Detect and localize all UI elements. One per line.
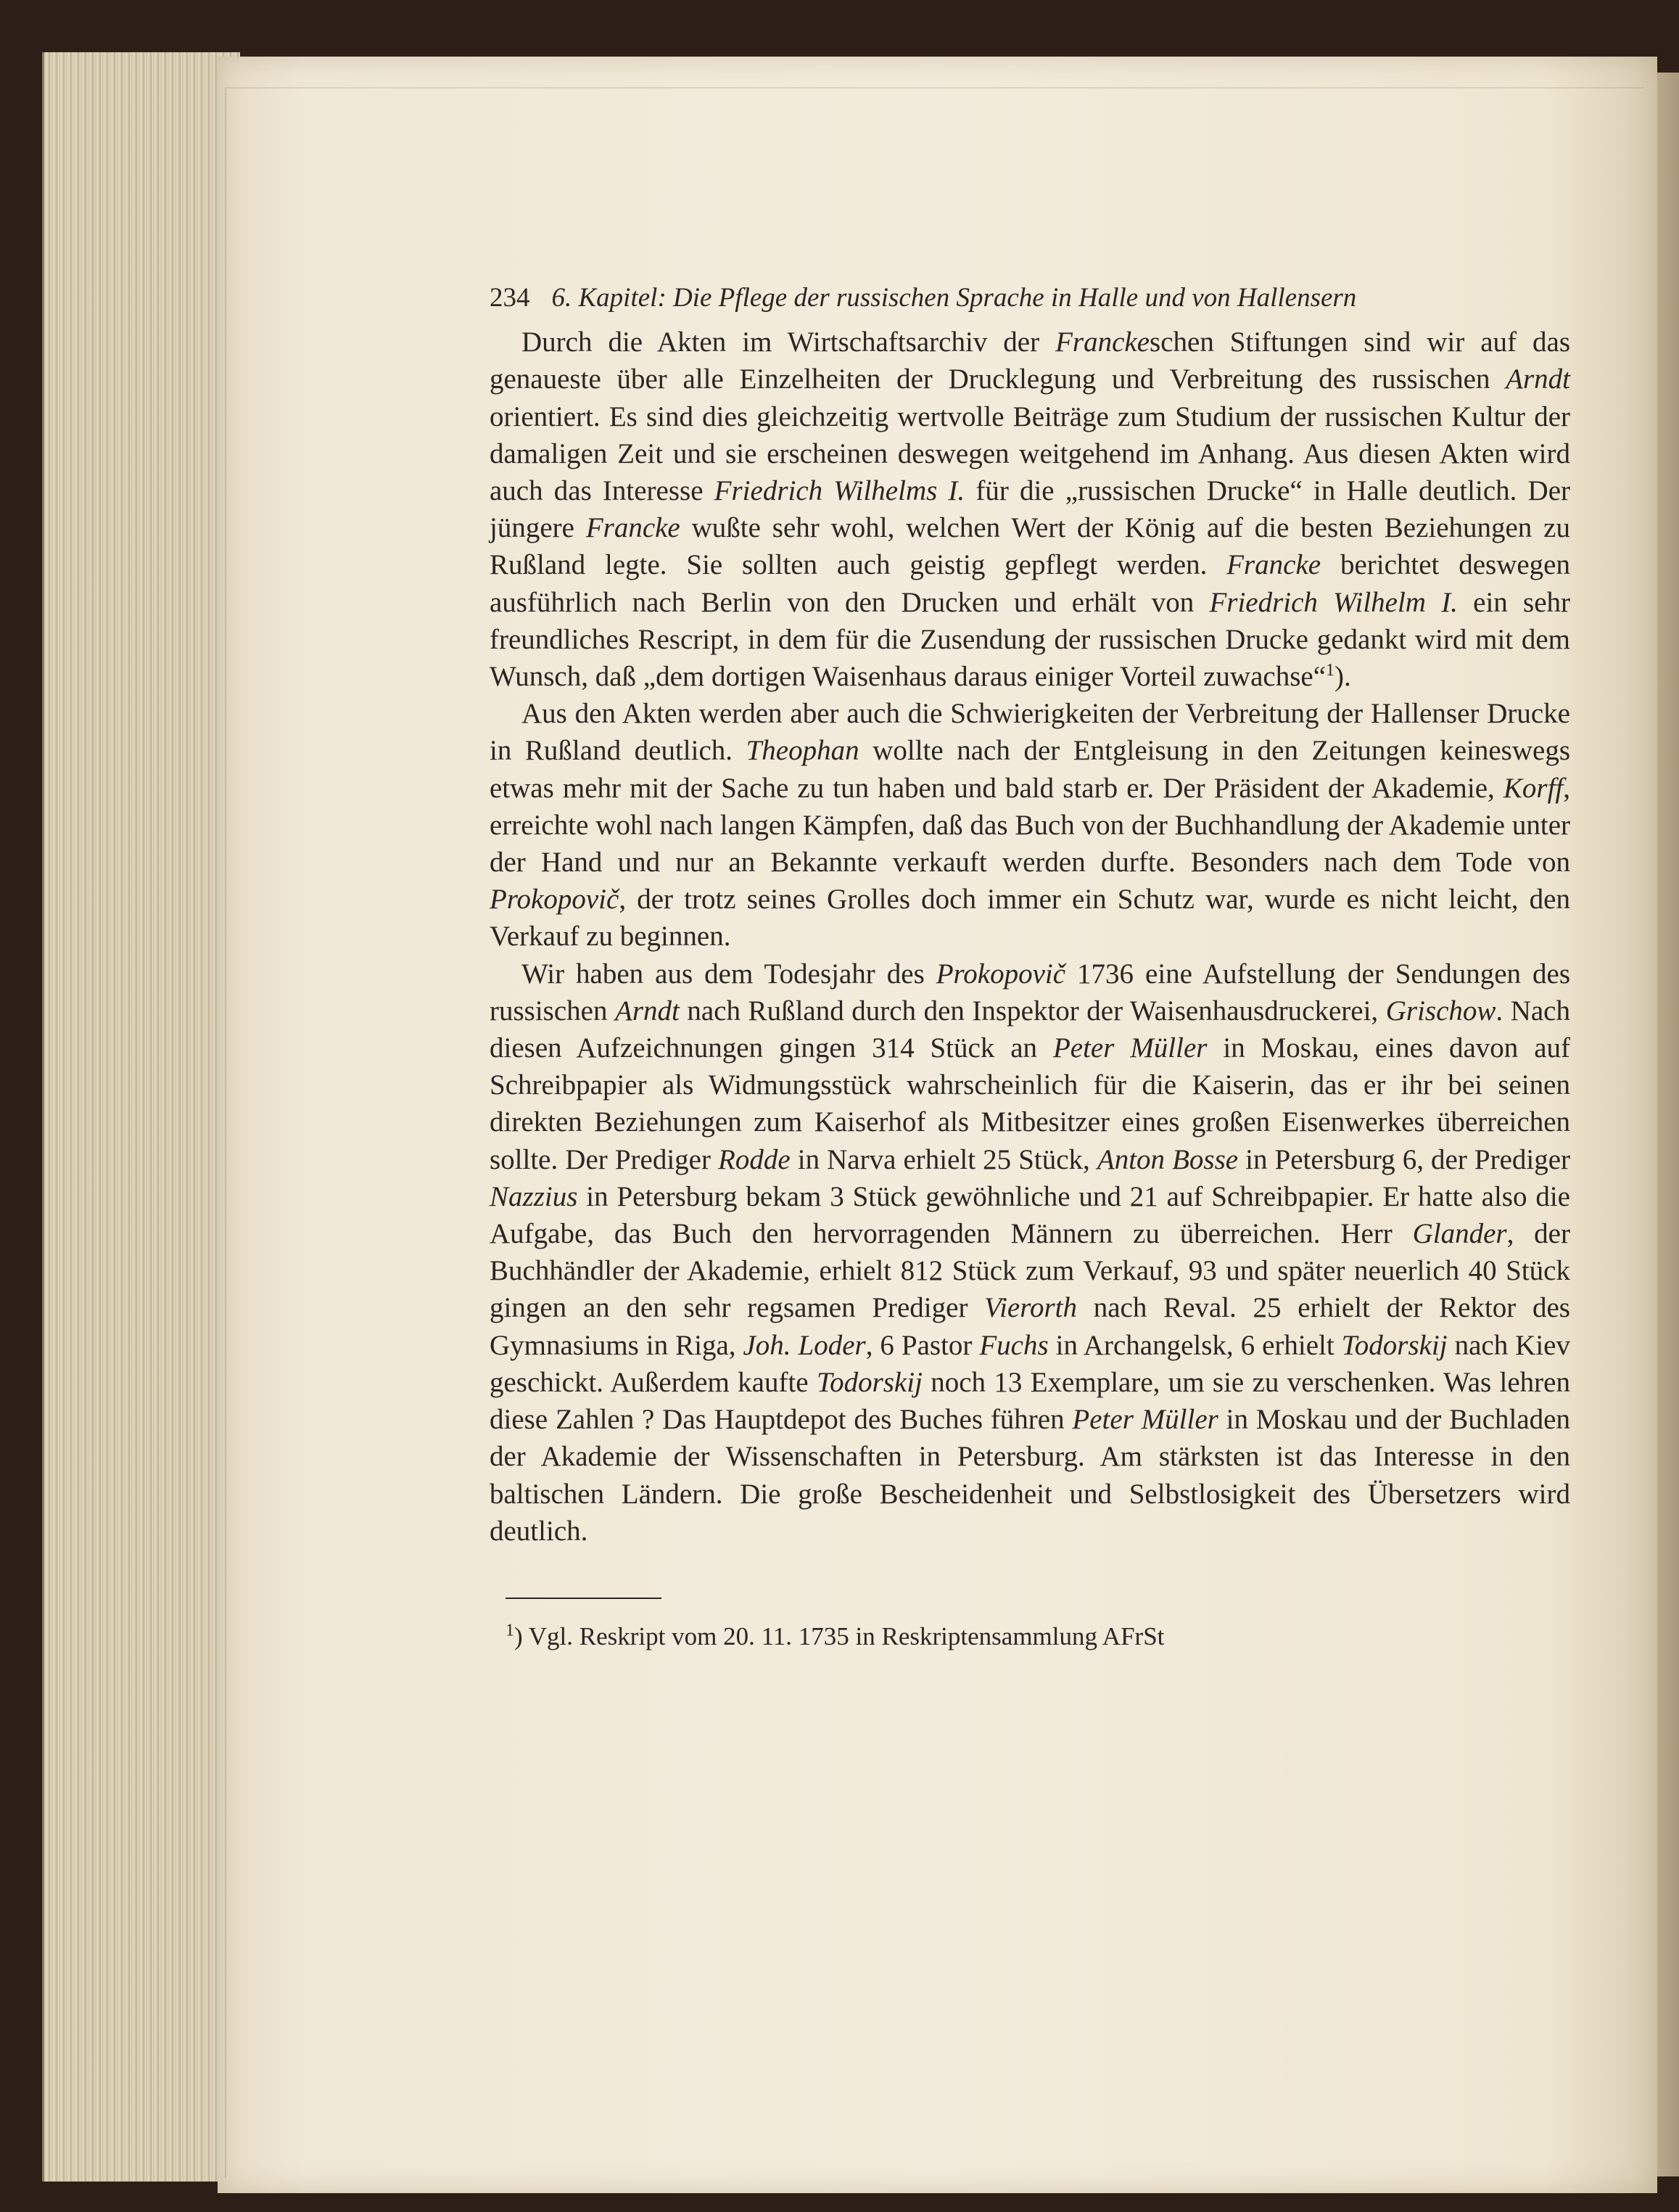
body-text: [490, 324, 1570, 1550]
text-run: , 6 Pastor: [865, 1329, 980, 1361]
text-run: ).: [1334, 661, 1351, 693]
text-run: schen Stiftungen sind wir auf das genaueste über alle Einzelheiten der Drucklegung und Verbreitung des russischen: [490, 326, 1570, 395]
text-run: nach Kiev geschickt. Außerdem kaufte: [490, 1329, 1570, 1398]
text-run: in Narva erhielt 25 Stück,: [790, 1143, 1097, 1175]
text-run: , der trotz seines Grolles doch immer ein Schutz war, wurde es nicht leicht, den Verkauf zu beginnen.: [490, 884, 1570, 953]
italic-name: Arndt: [615, 995, 680, 1027]
italic-name: Fuchs: [979, 1329, 1049, 1361]
italic-name: Prokopovič: [936, 958, 1066, 990]
footnote-ref: 1: [1326, 661, 1335, 681]
text-run: nach Rußland durch den Inspektor der Waisenhausdruckerei,: [679, 995, 1386, 1027]
italic-name: Francke: [1055, 326, 1150, 358]
text-run: 1736 eine Aufstellung der Sendungen des russischen: [490, 958, 1571, 1027]
text-run: , erreichte wohl nach langen Kämpfen, daß das Buch von der Buchhandlung der Akademie unter der Hand und nur an Bekannte verkauft werden durfte. Besonders nach dem Tode von: [490, 772, 1570, 879]
italic-name: Joh. Loder: [743, 1329, 866, 1361]
italic-name: Grischow: [1385, 995, 1496, 1027]
text-run: in Petersburg bekam 3 Stück gewöhnliche und 21 auf Schreibpapier. Er hatte also die Aufgabe, das Buch den hervorragenden Männern zu überreichen. Herr: [490, 1180, 1570, 1250]
italic-name: Korff: [1503, 772, 1564, 804]
text-run: , der Buchhändler der Akademie, erhielt 812 Stück zum Verkauf, 93 und später neuerlich 40 Stück gingen an den sehr regsamen Prediger: [490, 1218, 1570, 1324]
text-run: wollte nach der Entgleisung in den Zeitungen keineswegs etwas mehr mit der Sache zu tun haben und bald starb er. Der Präsident der Akademie,: [490, 735, 1570, 804]
running-title: 6. Kapitel: Die Pflege der russischen Sprache in Halle und von Hallensern: [551, 283, 1357, 313]
text-run: in Archangelsk, 6 erhielt: [1048, 1329, 1342, 1361]
italic-name: Todorskij: [816, 1366, 923, 1398]
text-run: wußte sehr wohl, welchen Wert der König auf die besten Beziehungen zu Rußland legte. Sie sollten auch geistig gepflegt werden.: [490, 512, 1570, 581]
footnote: [506, 1621, 1570, 1653]
text-run: in Moskau, eines davon auf Schreibpapier als Widmungsstück wahrscheinlich für die Kaiserin, das er ihr bei seinen direkten Beziehungen zum Kaiserhof als Mitbesitzer eines großen Eisenwerkes überreichen sollte. Der Prediger: [490, 1032, 1570, 1175]
text-run: in Moskau und der Buchladen der Akademie der Wissenschaften in Petersburg. Am stärksten ist das Interesse in den baltischen Ländern. Die große Bescheidenheit und Selbstlosigkeit des Übersetzers wird deutlich.: [490, 1404, 1570, 1547]
italic-name: Arndt: [1506, 363, 1570, 395]
text-run: nach Reval. 25 erhielt der Rektor des Gymnasiums in Riga,: [490, 1292, 1570, 1361]
text-run: ein sehr freundliches Rescript, in dem für die Zusendung der russischen Drucke gedankt wird mit dem Wunsch, daß „dem dortigen Waisenhaus daraus einiger Vorteil zuwachse“: [490, 586, 1571, 693]
text-run: berichtet deswegen ausführlich nach Berlin von den Drucken und erhält von: [490, 549, 1570, 618]
footnote-separator: [506, 1598, 661, 1599]
italic-name: Friedrich Wilhelms I.: [714, 475, 965, 507]
italic-name: Vierorth: [984, 1292, 1077, 1324]
text-run: orientiert. Es sind dies gleichzeitig wertvolle Beiträge zum Studium der russischen Kultur der damaligen Zeit und sie erscheinen deswegen weitgehend im Anhang. Aus diesen Akten wird auch das Interesse: [490, 400, 1570, 507]
text-run: Durch die Akten im Wirtschaftsarchiv der: [521, 326, 1056, 358]
italic-name: Theophan: [746, 735, 859, 767]
italic-name: Francke: [585, 512, 680, 544]
italic-name: Nazzius: [490, 1180, 578, 1212]
italic-name: Todorskij: [1341, 1329, 1448, 1361]
italic-name: Francke: [1226, 549, 1321, 581]
page-number: 234: [490, 283, 530, 313]
text-run: . Nach diesen Aufzeichnungen gingen 314 Stück an: [490, 995, 1570, 1064]
footnote-marker: 1: [506, 1621, 514, 1640]
italic-name: Peter Müller: [1052, 1032, 1208, 1064]
italic-name: Prokopovič: [490, 884, 619, 916]
text-run: für die „russischen Drucke“ in Halle deutlich. Der jüngere: [490, 475, 1571, 544]
left-page-stack-edges: [42, 52, 240, 2182]
italic-name: Peter Müller: [1072, 1404, 1218, 1436]
text-run: Wir haben aus dem Todesjahr des: [521, 958, 936, 990]
page-text-block: [490, 279, 1570, 1653]
footnote-text: ) Vgl. Reskript vom 20. 11. 1735 in Reskriptensammlung AFrSt: [514, 1621, 1165, 1650]
italic-name: Friedrich Wilhelm I.: [1209, 586, 1458, 618]
italic-name: Rodde: [718, 1143, 791, 1175]
paragraph: [490, 324, 1570, 695]
italic-name: Glander: [1412, 1218, 1507, 1250]
paragraph: [490, 695, 1570, 955]
paragraph: [490, 955, 1570, 1550]
running-header: [490, 279, 1570, 316]
text-run: noch 13 Exemplare, um sie zu verschenken. Was lehren diese Zahlen ? Das Hauptdepot des Buches führen: [490, 1366, 1570, 1436]
text-run: Aus den Akten werden aber auch die Schwierigkeiten der Verbreitung der Hallenser Drucke in Rußland deutlich.: [490, 698, 1570, 767]
text-run: in Petersburg 6, der Prediger: [1238, 1143, 1571, 1175]
italic-name: Anton Bosse: [1097, 1143, 1239, 1175]
